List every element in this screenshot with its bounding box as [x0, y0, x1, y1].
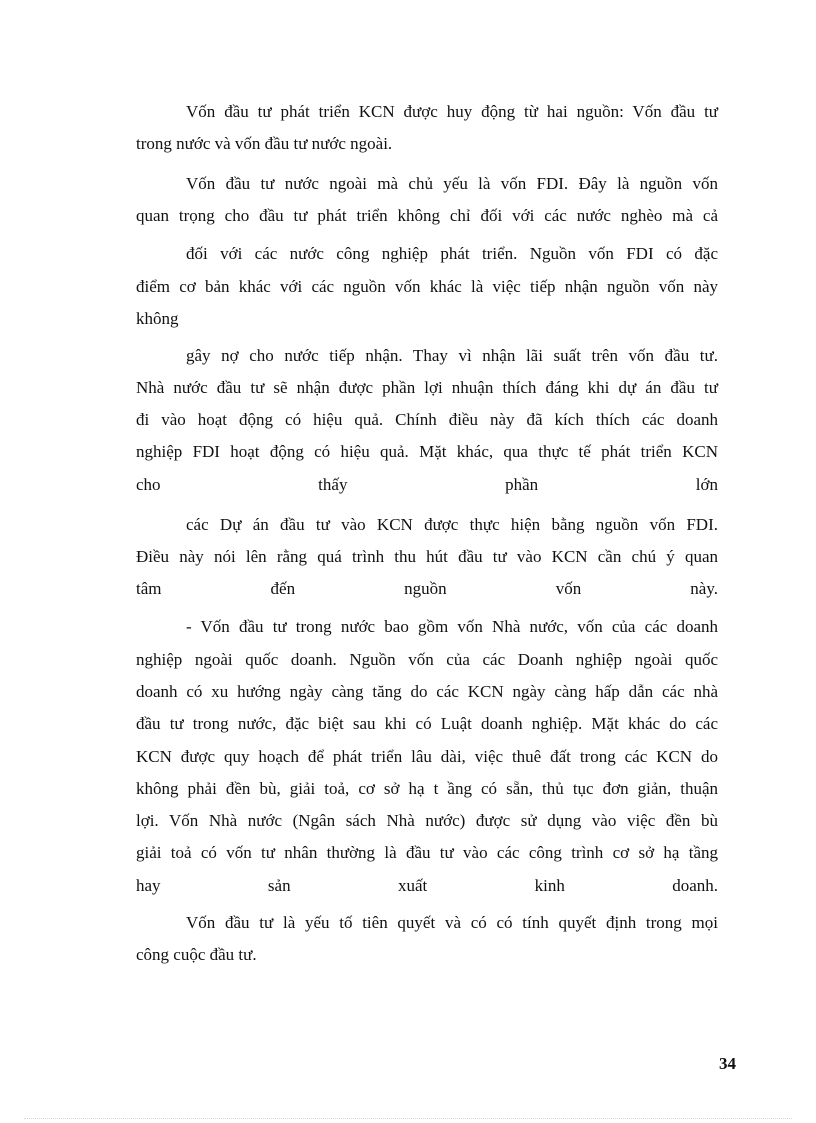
paragraph-line: công cuộc đầu tư.: [136, 945, 257, 964]
paragraph-line: Vốn đầu tư phát triển KCN được huy động từ hai nguồn: Vốn đầu tư: [186, 102, 718, 121]
paragraph-line: nghiệp FDI hoạt động có hiệu quả. Mặt khác, qua thực tế phát triển KCN: [136, 442, 718, 461]
paragraph-line: Nhà nước đầu tư sẽ nhận được phần lợi nhuận thích đáng khi dự án đầu tư: [136, 378, 718, 397]
paragraph-line: đối với các nước công nghiệp phát triển. Nguồn vốn FDI có đặc: [186, 244, 718, 263]
paragraph-line: quan trọng cho đầu tư phát triển không chỉ đối với các nước nghèo mà cả: [136, 206, 718, 225]
paragraph-line: KCN được quy hoạch để phát triển lâu dài, việc thuê đất trong các KCN do: [136, 747, 718, 766]
paragraph-line: cho thấy phần lớn: [136, 475, 718, 494]
paragraph-line: không phải đền bù, giải toả, cơ sở hạ t ầng có sẵn, thủ tục đơn giản, thuận: [136, 779, 718, 798]
paragraph-line: Điều này nói lên rằng quá trình thu hút đầu tư vào KCN cần chú ý quan: [136, 547, 718, 566]
paragraph-line: đi vào hoạt động có hiệu quả. Chính điều này đã kích thích các doanh: [136, 410, 718, 429]
paragraph-line: điểm cơ bản khác với các nguồn vốn khác là việc tiếp nhận nguồn vốn này: [136, 277, 718, 296]
paragraph-line: giải toả có vốn tư nhân thường là đầu tư vào các công trình cơ sở hạ tầng: [136, 843, 718, 862]
paragraph-line: không: [136, 309, 179, 328]
paragraph-line: Vốn đầu tư nước ngoài mà chủ yếu là vốn FDI. Đây là nguồn vốn: [186, 174, 718, 193]
page-bottom-divider: [24, 1118, 792, 1119]
paragraph-line: gây nợ cho nước tiếp nhận. Thay vì nhận lãi suất trên vốn đầu tư.: [186, 346, 718, 365]
paragraph-line: đầu tư trong nước, đặc biệt sau khi có Luật doanh nghiệp. Mặt khác do các: [136, 714, 718, 733]
paragraph-line: tâm đến nguồn vốn này.: [136, 579, 718, 598]
paragraph-line: các Dự án đầu tư vào KCN được thực hiện bằng nguồn vốn FDI.: [186, 515, 718, 534]
paragraph-line: Vốn đầu tư là yếu tố tiên quyết và có có tính quyết định trong mọi: [186, 913, 718, 932]
paragraph-line: hay sản xuất kinh doanh.: [136, 876, 718, 895]
page-number: 34: [719, 1054, 736, 1073]
paragraph-line: - Vốn đầu tư trong nước bao gồm vốn Nhà nước, vốn của các doanh: [186, 617, 718, 636]
paragraph-line: doanh có xu hướng ngày càng tăng do các KCN ngày càng hấp dẫn các nhà: [136, 682, 718, 701]
paragraph-line: lợi. Vốn Nhà nước (Ngân sách Nhà nước) được sử dụng vào việc đền bù: [136, 811, 718, 830]
paragraph-line: trong nước và vốn đầu tư nước ngoài.: [136, 134, 393, 153]
paragraph-line: nghiệp ngoài quốc doanh. Nguồn vốn của các Doanh nghiệp ngoài quốc: [136, 650, 718, 669]
